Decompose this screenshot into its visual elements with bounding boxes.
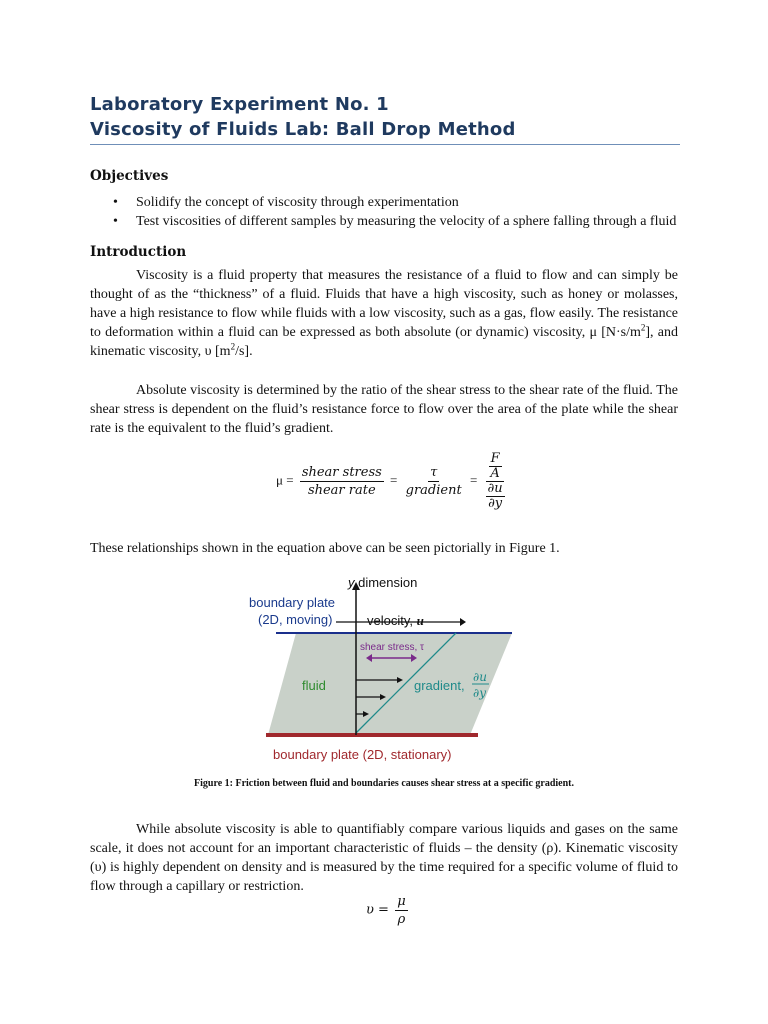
moving-plate-sublabel: (2D, moving): [258, 612, 333, 627]
shear-stress-label: shear stress, τ: [360, 642, 424, 653]
intro-paragraph-3: These relationships shown in the equation above can be seen pictorially in Figure 1.: [90, 541, 560, 556]
objective-item: • Test viscosities of different samples by measuring the velocity of a sphere falling through a fluid: [110, 212, 710, 231]
intro-paragraph-2: Absolute viscosity is determined by the ratio of the shear stress to the shear rate of the fluid. The shear stress is dependent on the fluid’s resistance force to flow over the area of the plate while the shear rate is the equivalent to the fluid’s gradient.: [90, 383, 678, 436]
figure-caption: Figure 1: Friction between fluid and boundaries causes shear stress at a specific gradient.: [194, 778, 574, 789]
viscosity-figure: [246, 570, 518, 770]
lab-title: Laboratory Experiment No. 1: [90, 94, 389, 115]
moving-plate-label: boundary plate: [249, 595, 336, 610]
objectives-heading: Objectives: [90, 168, 169, 184]
gradient-denominator: ∂y: [473, 686, 486, 700]
stationary-plate-label: boundary plate (2D, stationary): [273, 747, 452, 762]
introduction-heading: Introduction: [90, 244, 187, 260]
kinematic-viscosity-equation: υ = $\frac{\mu}{\rho}$: [366, 894, 406, 927]
fluid-label: fluid: [302, 678, 326, 693]
objective-item: • Solidify the concept of viscosity through experimentation: [110, 193, 710, 212]
gradient-label: gradient,: [414, 678, 465, 693]
velocity-arrowhead: [460, 618, 466, 626]
intro-paragraph-4: While absolute viscosity is able to quantifiably compare various liquids and gases on the same scale, it does not account for an important characteristic of fluids – the density (ρ). Kinematic viscosity (υ) is highly dependent on density and is measured by the time required for a specific volume of fluid to flow through a capillary or restriction.: [90, 822, 678, 894]
intro-paragraph-1: Viscosity is a fluid property that measures the resistance of a fluid to flow and can simply be thought of as the “thickness” of a fluid. Fluids that have a high viscosity, such as honey or molasses, have a high resistance to flow while fluids with a low viscosity, such as a gas, flow easily. The resistance to deformation within a fluid can be expressed as both absolute (or dynamic) viscosity, μ $[N\cdot s/m^2]$, and kinematic viscosity, υ $[m^2/s]$.: [90, 268, 678, 359]
title-divider: [90, 144, 680, 145]
velocity-label: velocity, u: [367, 613, 424, 628]
y-axis-label: y dimension: [348, 575, 418, 590]
viscosity-equation: μ = $\frac{\text{shear stress}}{\text{shear rate}}$ = $\frac{\tau}{\text{gradient}}$ = $\frac{\frac{F}{A}}{\frac{\partial u}{\partial y}}$: [276, 451, 503, 511]
objectives-list: [110, 193, 710, 231]
stationary-plate: [266, 733, 478, 737]
lab-subtitle: Viscosity of Fluids Lab: Ball Drop Method: [90, 119, 516, 140]
gradient-numerator: ∂u: [473, 670, 487, 684]
